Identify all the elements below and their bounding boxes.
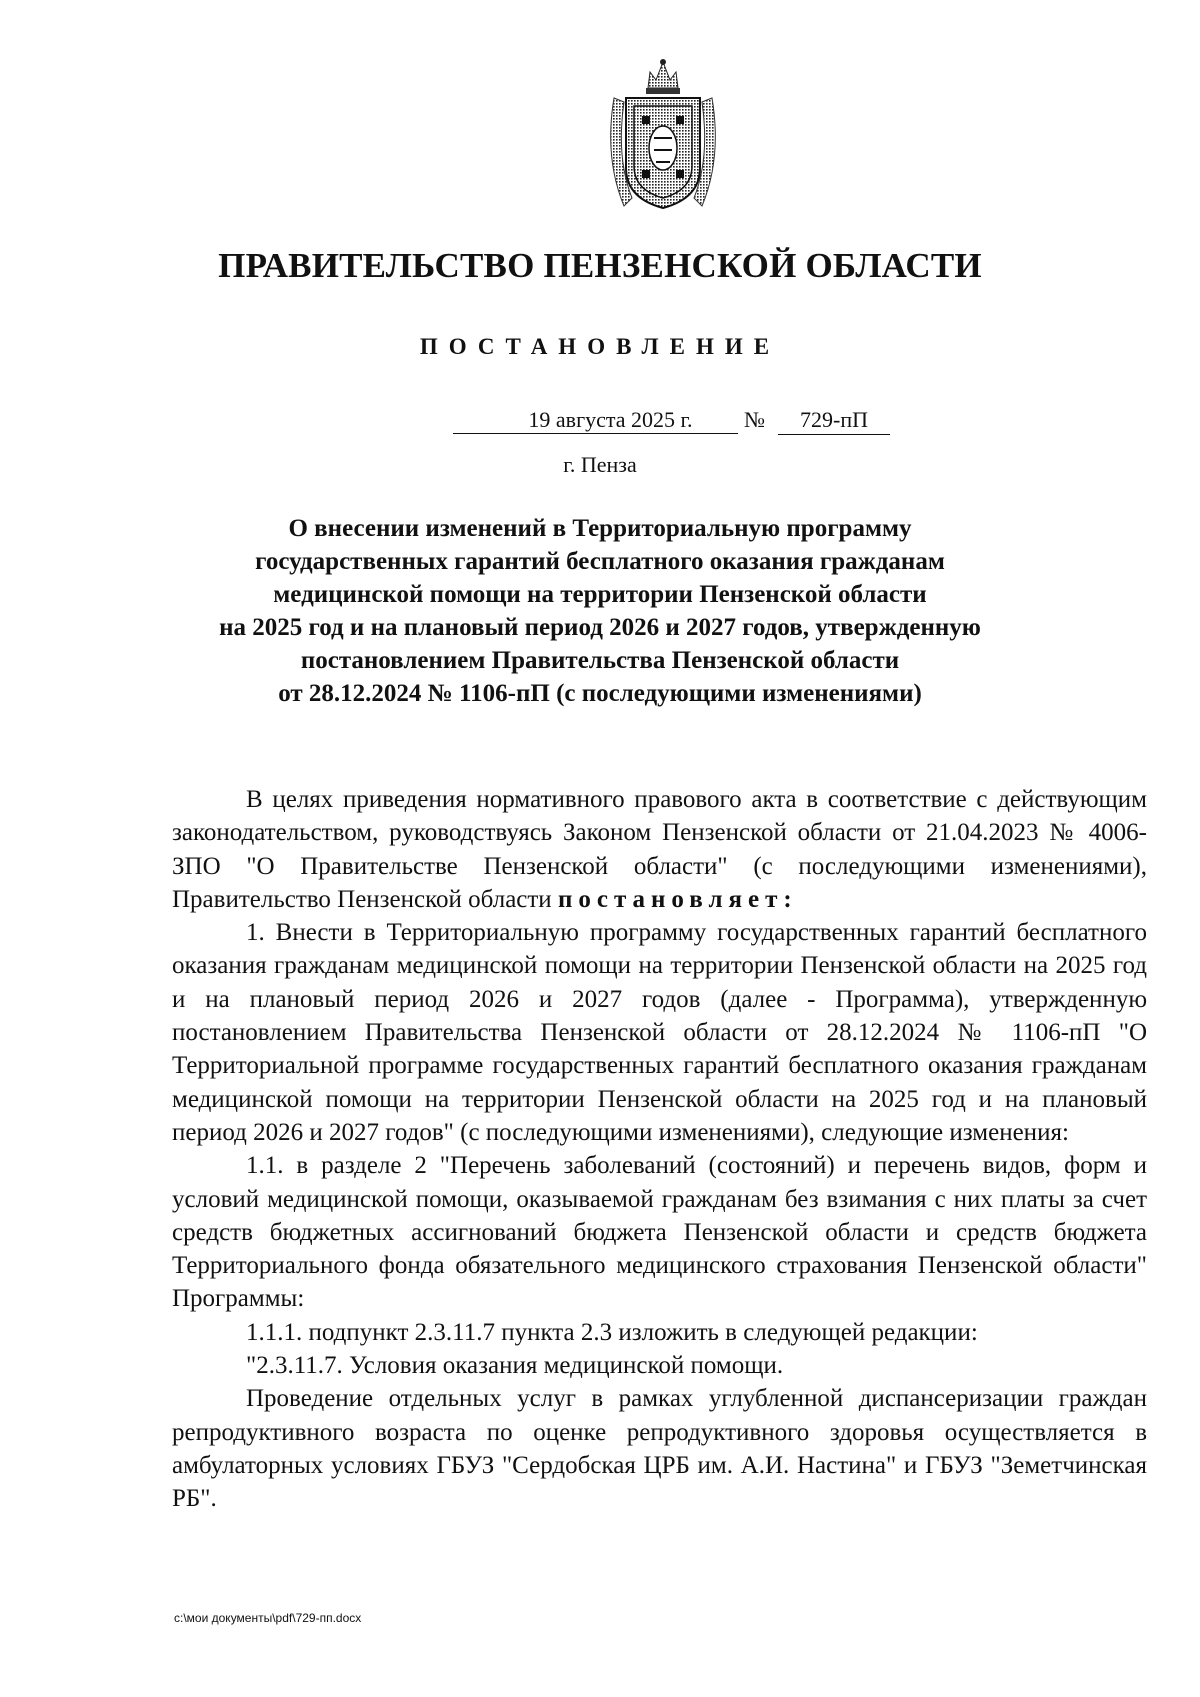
subject-line: от 28.12.2024 № 1106-пП (с последующими изменениями) xyxy=(278,680,922,707)
paragraph-1-1-1: 1.1.1. подпункт 2.3.11.7 пункта 2.3 изложить в следующей редакции: xyxy=(246,1318,978,1346)
file-path-footer: c:\мои документы\pdf\729-пп.docx xyxy=(174,1611,362,1625)
organization-title: ПРАВИТЕЛЬСТВО ПЕНЗЕНСКОЙ ОБЛАСТИ xyxy=(218,246,982,285)
quoted-subparagraph-title: "2.3.11.7. Условия оказания медицинской помощи. xyxy=(246,1352,784,1380)
quoted-subparagraph-text: Проведение отдельных услуг в рамках углубленной диспансеризации граждан репродуктивного возраста по оценке репродуктивного здоровья осуществляется в амбулаторных условиях ГБУЗ "Сердобская ЦРБ им. А.И. Настина" и ГБУЗ "Земетчинская РБ". xyxy=(172,1385,1147,1513)
document-subject xyxy=(150,512,1050,710)
document-number: 729-пП xyxy=(778,407,890,435)
subject-line: О внесении изменений в Территориальную программу xyxy=(288,515,912,542)
document-date: 19 августа 2025 г. xyxy=(453,407,738,434)
document-body xyxy=(172,783,1147,1516)
coat-of-arms-emblem xyxy=(604,58,722,214)
subject-line: на 2025 год и на плановый период 2026 и 2027 годов, утвержденную xyxy=(219,614,981,641)
paragraph-1-1: 1.1. в разделе 2 "Перечень заболеваний (состояний) и перечень видов, форм и условий медицинской помощи, оказываемой гражданам без взимания с них платы за счет средств бюджетных ассигнований бюджета Пензенской области и средств бюджета Территориального фонда обязательного медицинского страхования Пензенской области" Программы: xyxy=(172,1152,1147,1313)
subject-line: медицинской помощи на территории Пензенской области xyxy=(273,581,927,608)
preamble-paragraph xyxy=(172,783,1147,916)
date-number-line xyxy=(0,407,1200,437)
document-city: г. Пенза xyxy=(563,452,637,477)
subject-line: государственных гарантий бесплатного оказания гражданам xyxy=(255,548,945,575)
paragraph-1: 1. Внести в Территориальную программу государственных гарантий бесплатного оказания гражданам медицинской помощи на территории Пензенской области на 2025 год и на плановый период 2026 и 2027 годов (далее - Программа), утвержденную постановлением Правительства Пензенской области от 28.12.2024 № 1106-пП "О Территориальной программе государственных гарантий бесплатного оказания гражданам медицинской помощи на территории Пензенской области на 2025 год и на плановый период 2026 и 2027 годов" (с последующими изменениями), следующие изменения: xyxy=(172,919,1147,1146)
document-type: ПОСТАНОВЛЕНИЕ xyxy=(419,334,781,359)
number-sign: № xyxy=(744,407,765,432)
preamble-text: В целях приведения нормативного правового акта в соответствие с действующим законодательством, руководствуясь Законом Пензенской области от 21.04.2023 № 4006-ЗПО "О Правительстве Пензенской области" (с последующими изменениями), Правительство Пензенской области xyxy=(172,786,1147,913)
subject-line: постановлением Правительства Пензенской области xyxy=(300,647,900,674)
resolves-word: постановляет: xyxy=(557,885,798,913)
